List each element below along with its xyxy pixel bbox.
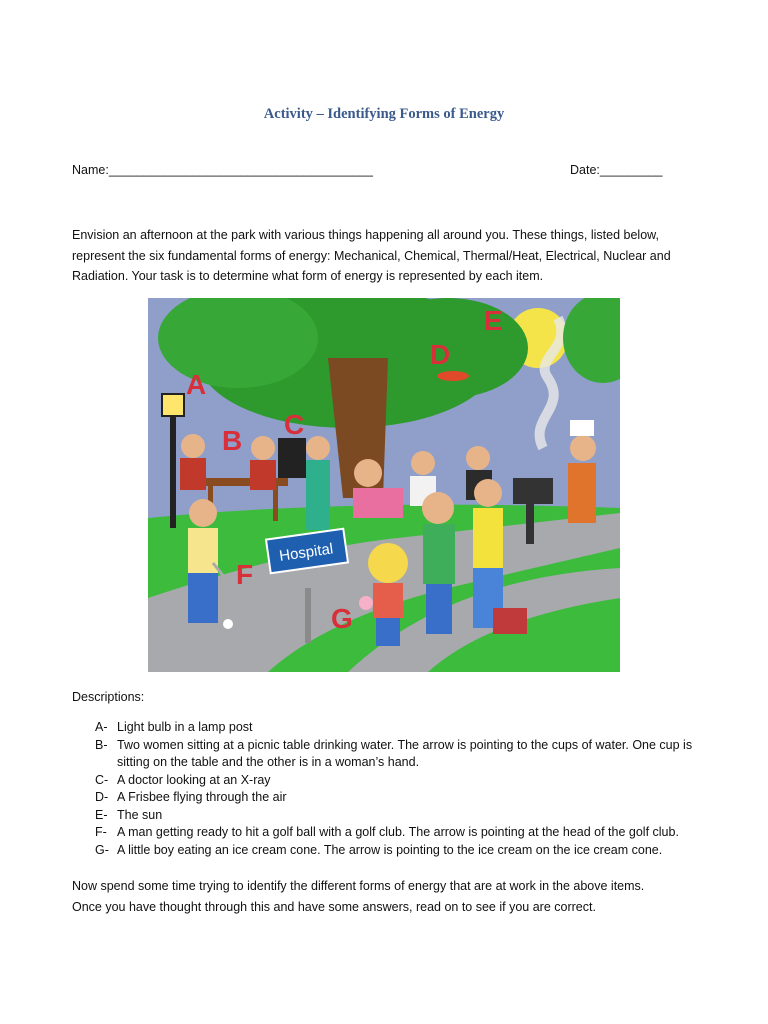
grill [513,478,553,504]
description-item [72,824,712,842]
lamp-post [170,408,176,528]
descriptions-list [72,719,712,859]
description-item [72,789,712,807]
description-item [72,842,712,860]
frisbee [437,371,469,381]
marker-c: C [284,409,305,440]
description-text: The sun [117,807,163,822]
description-item [72,772,712,790]
intro-line: represent the six fundamental forms of energy: Mechanical, Chemical, Thermal/Heat, Electrical, Nuclear and [72,248,671,263]
marker-g: G [331,603,353,634]
description-letter: D- [95,790,109,804]
description-item [72,807,712,825]
hospital-sign-text: Hospital [278,540,335,565]
description-letter: G- [95,842,109,857]
description-text: Two women sitting at a picnic table drinking water. The arrow is pointing to the cups of water. One cup is sitting on the table and the other is in a woman’s hand. [117,737,693,769]
marker-b: B [222,425,243,456]
marker-a: A [186,369,207,400]
intro-paragraph [72,225,702,287]
description-letter: E- [95,807,108,822]
outro-line: Once you have thought through this and have some answers, read on to see if you are correct. [72,899,596,914]
description-text: A man getting ready to hit a golf ball with a golf club. The arrow is pointing at the head of the golf club. [117,825,679,839]
description-letter: B- [95,737,108,752]
intro-line: Radiation. Your task is to determine what form of energy is represented by each item. [72,269,544,283]
description-text: A doctor looking at an X-ray [117,772,271,787]
golfer [189,499,217,527]
boy-with-ice-cream [368,543,408,583]
marker-f: F [236,559,254,590]
description-text: Light bulb in a lamp post [117,720,253,734]
description-text: A little boy eating an ice cream cone. The arrow is pointing to the ice cream on the ice cream cone. [117,842,663,857]
descriptions-heading: Descriptions: [72,690,145,704]
outro-line: Now spend some time trying to identify the different forms of energy that are at work in the above items. [72,879,645,893]
description-letter: C- [95,772,109,787]
park-illustration [148,298,620,672]
description-letter: A- [95,720,108,734]
marker-e: E [484,305,503,336]
description-item [72,719,712,737]
outro-paragraph [72,876,712,917]
description-text: A Frisbee flying through the air [117,790,287,804]
intro-line: Envision an afternoon at the park with various things happening all around you. These things, listed below, [72,228,659,242]
marker-d: D [430,339,451,370]
page-title: Activity – Identifying Forms of Energy [263,106,505,122]
date-field: Date:_________ [570,163,663,177]
description-item [72,737,712,772]
name-field: Name:______________________________________ [72,163,373,177]
description-letter: F- [95,825,107,839]
